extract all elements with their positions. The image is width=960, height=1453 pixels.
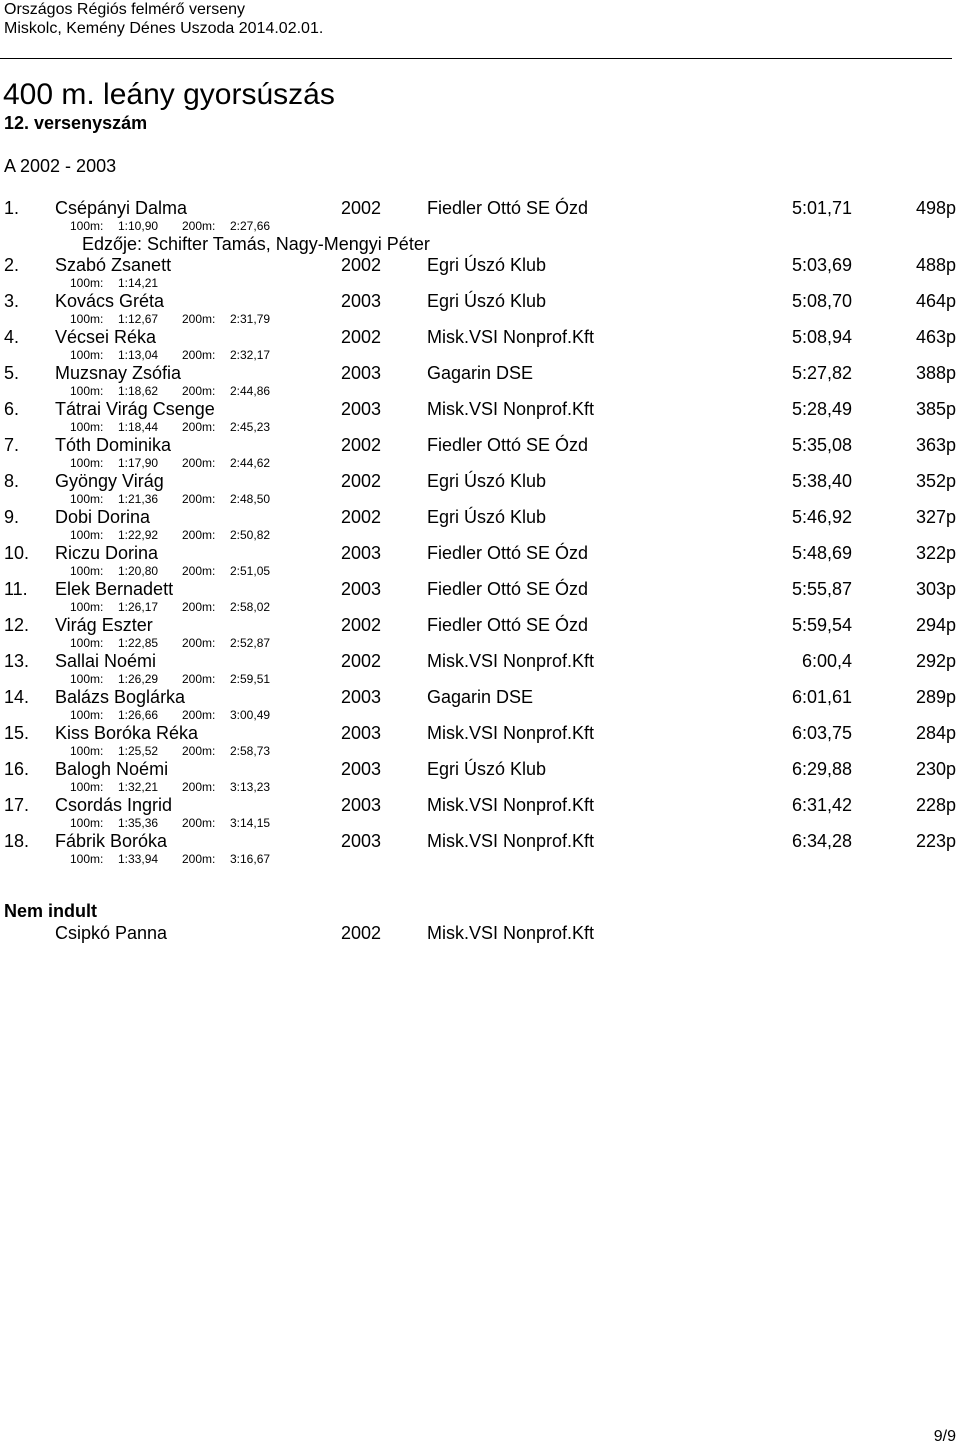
split-label: 100m:	[70, 492, 104, 506]
points: 463p	[915, 327, 956, 347]
points: 284p	[915, 723, 956, 743]
split-label: 100m:	[70, 456, 104, 470]
split-times	[0, 311, 960, 327]
club-name: Fiedler Ottó SE Ózd	[427, 579, 589, 599]
split-value: 2:50,82	[230, 528, 271, 542]
club-name: Egri Úszó Klub	[427, 507, 547, 527]
split-value: 1:18,44	[118, 420, 159, 434]
birth-year: 2003	[341, 363, 382, 383]
split-value: 1:17,90	[118, 456, 159, 470]
split-value: 3:14,15	[230, 816, 271, 830]
birth-year: 2002	[341, 507, 382, 527]
points: 363p	[915, 435, 956, 455]
result-place: 3.	[4, 291, 20, 311]
entry-club: Misk.VSI Nonprof.Kft	[427, 923, 595, 943]
points: 289p	[915, 687, 956, 707]
points: 385p	[915, 399, 956, 419]
result-row	[0, 435, 960, 455]
points: 464p	[915, 291, 956, 311]
final-time: 5:08,70	[791, 291, 852, 311]
split-times	[0, 455, 960, 471]
birth-year: 2003	[341, 543, 382, 563]
birth-year: 2002	[341, 435, 382, 455]
club-name: Egri Úszó Klub	[427, 471, 547, 491]
split-times	[0, 419, 960, 435]
birth-year: 2003	[341, 291, 382, 311]
result-place: 1.	[4, 198, 20, 218]
points: 292p	[915, 651, 956, 671]
entry-year: 2002	[341, 923, 382, 943]
split-value: 2:58,73	[230, 744, 271, 758]
split-times	[0, 383, 960, 399]
swimmer-name: Dobi Dorina	[55, 507, 151, 527]
result-place: 17.	[4, 795, 30, 815]
result-row	[0, 255, 960, 275]
split-value: 2:51,05	[230, 564, 271, 578]
result-row	[0, 579, 960, 599]
club-name: Misk.VSI Nonprof.Kft	[427, 795, 595, 815]
split-value: 2:44,62	[230, 456, 271, 470]
swimmer-name: Muzsnay Zsófia	[55, 363, 182, 383]
club-name: Misk.VSI Nonprof.Kft	[427, 831, 595, 851]
result-place: 2.	[4, 255, 20, 275]
result-place: 13.	[4, 651, 30, 671]
result-place: 9.	[4, 507, 20, 527]
split-value: 1:35,36	[118, 816, 159, 830]
split-value: 1:13,04	[118, 348, 159, 362]
final-time: 5:59,54	[791, 615, 852, 635]
split-label: 100m:	[70, 312, 104, 326]
swimmer-name: Elek Bernadett	[55, 579, 174, 599]
swimmer-name: Fábrik Boróka	[55, 831, 168, 851]
split-value: 1:18,62	[118, 384, 159, 398]
final-time: 5:03,69	[791, 255, 852, 275]
split-label: 200m:	[182, 744, 216, 758]
swimmer-name: Tátrai Virág Csenge	[55, 399, 215, 419]
split-label: 100m:	[70, 219, 104, 233]
final-time: 5:46,92	[791, 507, 852, 527]
split-value: 1:20,80	[118, 564, 159, 578]
birth-year: 2002	[341, 198, 382, 218]
split-value: 2:44,86	[230, 384, 271, 398]
split-value: 1:22,92	[118, 528, 159, 542]
split-label: 100m:	[70, 276, 104, 290]
split-label: 200m:	[182, 456, 216, 470]
split-value: 1:14,21	[118, 276, 159, 290]
split-times	[0, 815, 960, 831]
result-row	[0, 687, 960, 707]
result-place: 15.	[4, 723, 30, 743]
result-row	[0, 723, 960, 743]
split-label: 100m:	[70, 708, 104, 722]
split-value: 3:16,67	[230, 852, 271, 866]
birth-year: 2002	[341, 327, 382, 347]
split-label: 200m:	[182, 780, 216, 794]
split-times	[0, 671, 960, 687]
final-time: 5:27,82	[791, 363, 852, 383]
split-label: 200m:	[182, 219, 216, 233]
swimmer-name: Tóth Dominika	[55, 435, 172, 455]
result-place: 12.	[4, 615, 30, 635]
result-place: 18.	[4, 831, 30, 851]
split-label: 200m:	[182, 528, 216, 542]
birth-year: 2002	[341, 471, 382, 491]
birth-year: 2003	[341, 399, 382, 419]
split-value: 2:32,17	[230, 348, 271, 362]
split-value: 1:26,66	[118, 708, 159, 722]
split-label: 100m:	[70, 780, 104, 794]
result-place: 10.	[4, 543, 30, 563]
split-times	[0, 743, 960, 759]
split-times	[0, 275, 960, 291]
split-label: 100m:	[70, 852, 104, 866]
split-value: 1:12,67	[118, 312, 159, 326]
result-row	[0, 399, 960, 419]
result-place: 4.	[4, 327, 20, 347]
club-name: Fiedler Ottó SE Ózd	[427, 198, 589, 218]
split-times	[0, 779, 960, 795]
split-label: 100m:	[70, 636, 104, 650]
points: 303p	[915, 579, 956, 599]
result-place: 16.	[4, 759, 30, 779]
header-divider	[0, 58, 952, 59]
final-time: 6:29,88	[791, 759, 852, 779]
result-place: 8.	[4, 471, 20, 491]
split-value: 1:26,17	[118, 600, 159, 614]
split-times	[0, 563, 960, 579]
birth-year: 2003	[341, 723, 382, 743]
result-row	[0, 651, 960, 671]
not-started-row	[0, 922, 960, 944]
final-time: 5:48,69	[791, 543, 852, 563]
result-row	[0, 198, 960, 218]
result-row	[0, 615, 960, 635]
final-time: 5:28,49	[791, 399, 852, 419]
result-place: 11.	[4, 579, 28, 599]
split-label: 100m:	[70, 384, 104, 398]
event-title: 400 m. leány gyorsúszás	[3, 78, 335, 111]
split-label: 200m:	[182, 852, 216, 866]
split-label: 200m:	[182, 564, 216, 578]
split-label: 200m:	[182, 384, 216, 398]
result-place: 5.	[4, 363, 20, 383]
final-time: 5:55,87	[791, 579, 852, 599]
club-name: Fiedler Ottó SE Ózd	[427, 543, 589, 563]
result-row	[0, 471, 960, 491]
split-value: 1:10,90	[118, 219, 159, 233]
split-value: 3:13,23	[230, 780, 271, 794]
final-time: 5:35,08	[791, 435, 852, 455]
split-value: 2:27,66	[230, 219, 271, 233]
swimmer-name: Sallai Noémi	[55, 651, 157, 671]
club-name: Misk.VSI Nonprof.Kft	[427, 399, 595, 419]
split-times	[0, 707, 960, 723]
swimmer-name: Kovács Gréta	[55, 291, 165, 311]
points: 294p	[915, 615, 956, 635]
swimmer-name: Riczu Dorina	[55, 543, 159, 563]
split-value: 2:52,87	[230, 636, 271, 650]
result-place: 6.	[4, 399, 20, 419]
club-name: Egri Úszó Klub	[427, 291, 547, 311]
swimmer-name: Balázs Boglárka	[55, 687, 186, 707]
birth-year: 2002	[341, 255, 382, 275]
split-times	[0, 347, 960, 363]
points: 388p	[915, 363, 956, 383]
club-name: Misk.VSI Nonprof.Kft	[427, 651, 595, 671]
result-row	[0, 291, 960, 311]
points: 498p	[915, 198, 956, 218]
age-group: A 2002 - 2003	[4, 156, 117, 176]
split-label: 200m:	[182, 600, 216, 614]
result-row	[0, 759, 960, 779]
birth-year: 2003	[341, 687, 382, 707]
split-value: 2:48,50	[230, 492, 271, 506]
points: 488p	[915, 255, 956, 275]
points: 223p	[915, 831, 956, 851]
page-number: 9/9	[933, 1428, 956, 1445]
swimmer-name: Vécsei Réka	[55, 327, 157, 347]
points: 327p	[915, 507, 956, 527]
birth-year: 2002	[341, 615, 382, 635]
club-name: Gagarin DSE	[427, 687, 534, 707]
split-value: 3:00,49	[230, 708, 271, 722]
coach-line	[0, 234, 960, 255]
final-time: 5:38,40	[791, 471, 852, 491]
final-time: 6:31,42	[791, 795, 852, 815]
split-value: 1:22,85	[118, 636, 159, 650]
split-label: 200m:	[182, 312, 216, 326]
points: 228p	[915, 795, 956, 815]
split-label: 100m:	[70, 348, 104, 362]
split-label: 200m:	[182, 672, 216, 686]
entry-name: Csipkó Panna	[55, 923, 168, 943]
points: 352p	[915, 471, 956, 491]
split-value: 1:25,52	[118, 744, 159, 758]
birth-year: 2003	[341, 759, 382, 779]
split-label: 100m:	[70, 564, 104, 578]
points: 322p	[915, 543, 956, 563]
coach-text: Edzője: Schifter Tamás, Nagy-Mengyi Péter	[82, 234, 430, 254]
swimmer-name: Balogh Noémi	[55, 759, 169, 779]
split-value: 1:26,29	[118, 672, 159, 686]
split-times	[0, 527, 960, 543]
competition-title: Országos Régiós felmérő verseny	[4, 1, 245, 18]
club-name: Misk.VSI Nonprof.Kft	[427, 723, 595, 743]
final-time: 6:34,28	[791, 831, 852, 851]
birth-year: 2003	[341, 831, 382, 851]
split-value: 2:58,02	[230, 600, 271, 614]
split-value: 1:33,94	[118, 852, 159, 866]
club-name: Gagarin DSE	[427, 363, 534, 383]
birth-year: 2003	[341, 795, 382, 815]
club-name: Misk.VSI Nonprof.Kft	[427, 327, 595, 347]
swimmer-name: Csépányi Dalma	[55, 198, 188, 218]
split-label: 200m:	[182, 636, 216, 650]
split-value: 2:31,79	[230, 312, 271, 326]
swimmer-name: Gyöngy Virág	[55, 471, 164, 491]
split-value: 2:59,51	[230, 672, 271, 686]
split-label: 100m:	[70, 744, 104, 758]
final-time: 5:08,94	[791, 327, 852, 347]
split-times	[0, 851, 960, 867]
final-time: 5:01,71	[791, 198, 852, 218]
points: 230p	[915, 759, 956, 779]
result-row	[0, 363, 960, 383]
split-label: 100m:	[70, 420, 104, 434]
split-label: 100m:	[70, 600, 104, 614]
split-times	[0, 599, 960, 615]
split-times	[0, 218, 960, 234]
split-value: 1:32,21	[118, 780, 159, 794]
result-row	[0, 831, 960, 851]
result-row	[0, 327, 960, 347]
results-list	[0, 198, 960, 867]
split-label: 200m:	[182, 348, 216, 362]
not-started-heading: Nem indult	[4, 901, 97, 921]
split-value: 2:45,23	[230, 420, 271, 434]
final-time: 6:01,61	[791, 687, 852, 707]
club-name: Fiedler Ottó SE Ózd	[427, 615, 589, 635]
final-time: 6:03,75	[791, 723, 852, 743]
split-times	[0, 635, 960, 651]
result-row	[0, 543, 960, 563]
event-number: 12. versenyszám	[4, 113, 148, 133]
split-label: 200m:	[182, 492, 216, 506]
split-label: 100m:	[70, 672, 104, 686]
club-name: Fiedler Ottó SE Ózd	[427, 435, 589, 455]
club-name: Egri Úszó Klub	[427, 759, 547, 779]
split-label: 100m:	[70, 528, 104, 542]
result-place: 14.	[4, 687, 30, 707]
swimmer-name: Csordás Ingrid	[55, 795, 173, 815]
club-name: Egri Úszó Klub	[427, 255, 547, 275]
swimmer-name: Kiss Boróka Réka	[55, 723, 199, 743]
competition-venue-date: Miskolc, Kemény Dénes Uszoda 2014.02.01.	[4, 20, 324, 37]
final-time: 6:00,4	[801, 651, 852, 671]
swimmer-name: Szabó Zsanett	[55, 255, 172, 275]
result-place: 7.	[4, 435, 20, 455]
split-label: 100m:	[70, 816, 104, 830]
split-value: 1:21,36	[118, 492, 159, 506]
split-label: 200m:	[182, 420, 216, 434]
result-row	[0, 507, 960, 527]
birth-year: 2002	[341, 651, 382, 671]
split-label: 200m:	[182, 816, 216, 830]
swimmer-name: Virág Eszter	[55, 615, 153, 635]
split-times	[0, 491, 960, 507]
split-label: 200m:	[182, 708, 216, 722]
result-row	[0, 795, 960, 815]
birth-year: 2003	[341, 579, 382, 599]
